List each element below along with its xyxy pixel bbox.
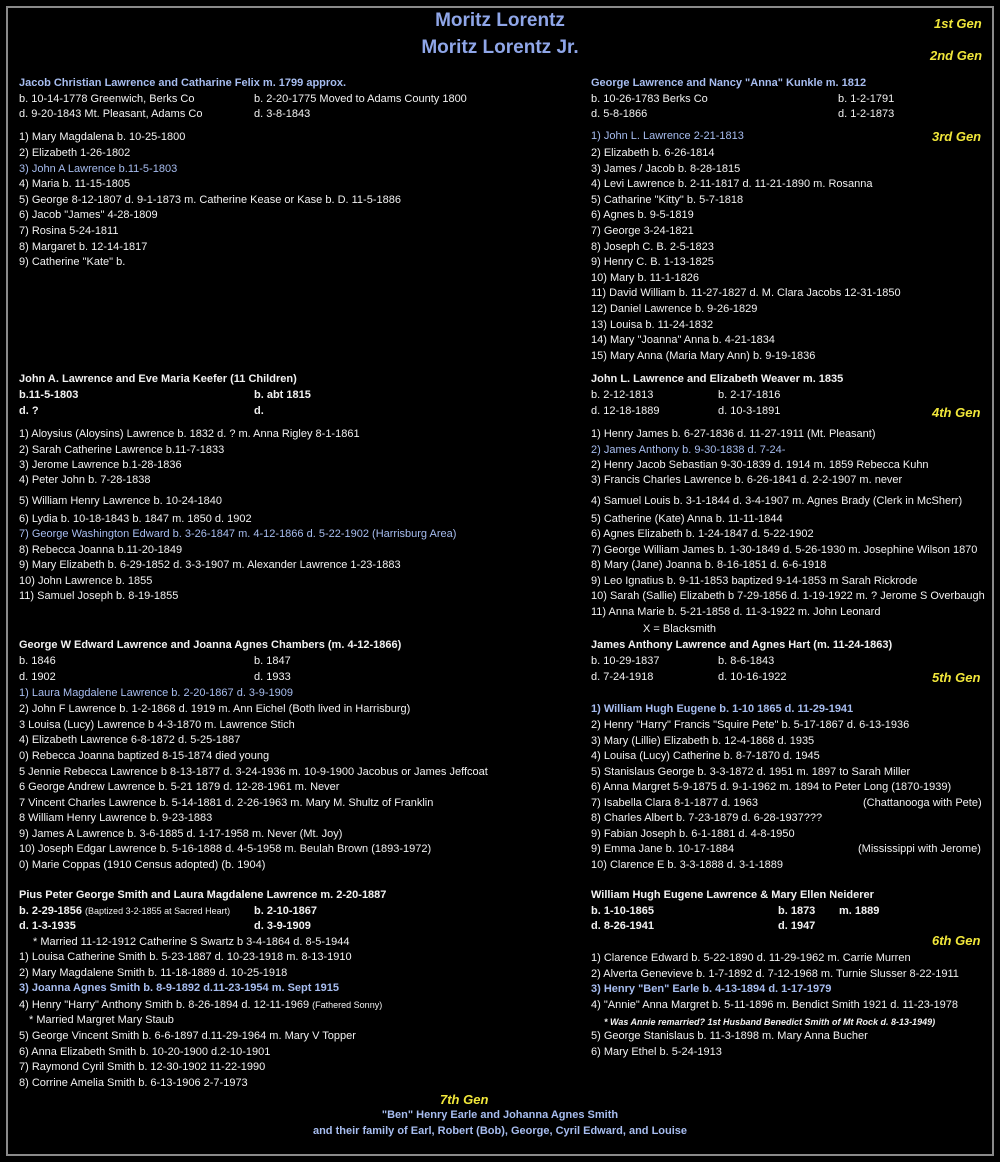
child: 12) Daniel Lawrence b. 9-26-1829 (591, 303, 758, 315)
child: 6) Jacob "James" 4-28-1809 (19, 209, 158, 221)
child: 2) Alverta Genevieve b. 1-7-1892 d. 7-12-1968 m. Turnie Slusser 8-22-1911 (591, 968, 959, 980)
child: 5) George Vincent Smith b. 6-6-1897 d.11-29-1964 m. Mary V Topper (19, 1030, 356, 1042)
family-header: William Hugh Eugene Lawrence & Mary Ellen Neiderer (591, 889, 874, 901)
child: 4) Peter John b. 7-28-1838 (19, 474, 151, 486)
gen-label: 6th Gen (932, 933, 981, 948)
child: 2) Henry "Harry" Francis "Squire Pete" b. 5-17-1867 d. 6-13-1936 (591, 719, 910, 731)
child: 9) Fabian Joseph b. 6-1-1881 d. 4-8-1950 (591, 828, 795, 840)
wife-death: d. (254, 405, 264, 417)
child-note: (Mississippi with Jerome) (858, 843, 981, 855)
child: 3) Mary (Lillie) Elizabeth b. 12-4-1868 d. 1935 (591, 735, 815, 747)
child: 7) Isabella Clara 8-1-1877 d. 1963 (591, 797, 758, 809)
child: 6) Agnes b. 9-5-1819 (591, 209, 694, 221)
family-header: John A. Lawrence and Eve Maria Keefer (11 Children) (19, 373, 297, 385)
child: 10) Joseph Edgar Lawrence b. 5-16-1888 d. 4-5-1958 m. Beulah Brown (1893-1972) (19, 843, 432, 855)
wife-death: d. 1947 (778, 920, 816, 932)
family-header: George W Edward Lawrence and Joanna Agnes Chambers (m. 4-12-1866) (19, 639, 402, 651)
gen-label: 1st Gen (934, 16, 982, 31)
child: 3 Louisa (Lucy) Lawrence b 4-3-1870 m. Lawrence Stich (19, 719, 295, 731)
child: 0) Rebecca Joanna baptized 8-15-1874 died young (19, 750, 270, 762)
child: 2) Henry Jacob Sebastian 9-30-1839 d. 1914 m. 1859 Rebecca Kuhn (591, 459, 929, 471)
child: 2) Elizabeth b. 6-26-1814 (591, 147, 715, 159)
child-highlight: 3) Henry "Ben" Earle b. 4-13-1894 d. 1-17-1979 (591, 983, 832, 995)
child: 9) Mary Elizabeth b. 6-29-1852 d. 3-3-1907 m. Alexander Lawrence 1-23-1883 (19, 559, 401, 571)
seventh-gen-couple: "Ben" Henry Earle and Johanna Agnes Smith (381, 1109, 619, 1121)
child: 8) Rebecca Joanna b.11-20-1849 (19, 544, 183, 556)
child: 4) Maria b. 11-15-1805 (19, 178, 131, 190)
child-note: (Chattanooga with Pete) (863, 797, 982, 809)
child: 3) James / Jacob b. 8-28-1815 (591, 163, 741, 175)
child: 10) Clarence E b. 3-3-1888 d. 3-1-1889 (591, 859, 784, 871)
child: 7) George William James b. 1-30-1849 d. 5-26-1930 m. Josephine Wilson 1870 (591, 544, 978, 556)
wife-birth: b. 8-6-1843 (718, 655, 775, 667)
child: 11) David William b. 11-27-1827 d. M. Clara Jacobs 12-31-1850 (591, 287, 901, 299)
wife-death: d. 1-2-1873 (838, 108, 895, 120)
child: 4) "Annie" Anna Margret b. 5-11-1896 m. Bendict Smith 1921 d. 11-23-1978 (591, 999, 958, 1011)
husband-birth: b. 2-12-1813 (591, 389, 654, 401)
child: 9) James A Lawrence b. 3-6-1885 d. 1-17-1958 m. Never (Mt. Joy) (19, 828, 343, 840)
husband-death: d. 5-8-1866 (591, 108, 648, 120)
family-header: George Lawrence and Nancy "Anna" Kunkle m. 1812 (591, 77, 867, 89)
child-highlight: 1) Laura Magdalene Lawrence b. 2-20-1867 d. 3-9-1909 (19, 687, 293, 699)
husband-death: d. 7-24-1918 (591, 671, 654, 683)
child: 13) Louisa b. 11-24-1832 (591, 319, 714, 331)
child: 6) Anna Elizabeth Smith b. 10-20-1900 d.2-10-1901 (19, 1046, 271, 1058)
child-highlight: 2) James Anthony b. 9-30-1838 d. 7-24- (591, 444, 786, 456)
child: 5) Stanislaus George b. 3-3-1872 d. 1951 m. 1897 to Sarah Miller (591, 766, 911, 778)
child: 4) Levi Lawrence b. 2-11-1817 d. 11-21-1890 m. Rosanna (591, 178, 873, 190)
child-highlight: 3) Joanna Agnes Smith b. 8-9-1892 d.11-23-1954 m. Sept 1915 (19, 982, 339, 994)
wife-birth: b. 2-10-1867 (254, 905, 317, 917)
child: 6) Lydia b. 10-18-1843 b. 1847 m. 1850 d. 1902 (19, 513, 252, 525)
child: 8) Margaret b. 12-14-1817 (19, 241, 148, 253)
child: 1) Henry James b. 6-27-1836 d. 11-27-1911 (Mt. Pleasant) (591, 428, 876, 440)
blacksmith-note: X = Blacksmith (643, 623, 717, 635)
gen-label: 4th Gen (932, 405, 981, 420)
child: 2) Sarah Catherine Lawrence b.11-7-1833 (19, 444, 225, 456)
child: 5) Catherine (Kate) Anna b. 11-11-1844 (591, 513, 783, 525)
wife-birth: b. 1847 (254, 655, 291, 667)
child: 1) Mary Magdalena b. 10-25-1800 (19, 131, 186, 143)
child: 15) Mary Anna (Maria Mary Ann) b. 9-19-1836 (591, 350, 816, 362)
wife-death: d. 1933 (254, 671, 291, 683)
husband-death: d. 12-18-1889 (591, 405, 660, 417)
gen-label: 7th Gen (440, 1092, 489, 1107)
child-highlight: 7) George Washington Edward b. 3-26-1847 m. 4-12-1866 d. 5-22-1902 (Harrisburg Area) (19, 528, 457, 540)
child: 6 George Andrew Lawrence b. 5-21 1879 d. 12-28-1961 m. Never (19, 781, 340, 793)
child: 4) Louisa (Lucy) Catherine b. 8-7-1870 d. 1945 (591, 750, 820, 762)
child: 1) Louisa Catherine Smith b. 5-23-1887 d. 10-23-1918 m. 8-13-1910 (19, 951, 352, 963)
baptism-note: (Baptized 3-2-1855 at Sacred Heart) (85, 906, 231, 916)
child: 11) Anna Marie b. 5-21-1858 d. 11-3-1922 m. John Leonard (591, 606, 881, 618)
child: 6) Mary Ethel b. 5-24-1913 (591, 1046, 722, 1058)
child: 5) Catharine "Kitty" b. 5-7-1818 (591, 194, 744, 206)
remarriage-note: * Married 11-12-1912 Catherine S Swartz b 3-4-1864 d. 8-5-1944 (33, 936, 350, 948)
husband-birth: b. 1846 (19, 655, 56, 667)
wife-birth: b. 1873 (778, 905, 816, 917)
family-header: Jacob Christian Lawrence and Catharine Felix m. 1799 approx. (19, 77, 347, 89)
family-header: Pius Peter George Smith and Laura Magdalene Lawrence m. 2-20-1887 (19, 889, 387, 901)
marriage-date: m. 1889 (839, 905, 880, 917)
gen-label: 5th Gen (932, 670, 981, 685)
husband-birth: b. 10-14-1778 Greenwich, Berks Co (19, 93, 195, 105)
child: 0) Marie Coppas (1910 Census adopted) (b. 1904) (19, 859, 266, 871)
child: 14) Mary "Joanna" Anna b. 4-21-1834 (591, 334, 775, 346)
remarriage-note: * Was Annie remarried? 1st Husband Benedict Smith of Mt Rock d. 8-13-1949) (604, 1017, 936, 1027)
wife-birth: b. 2-20-1775 Moved to Adams County 1800 (254, 93, 467, 105)
child: 3) Francis Charles Lawrence b. 6-26-1841 d. 2-2-1907 m. never (591, 474, 903, 486)
child: 7) Rosina 5-24-1811 (19, 225, 119, 237)
wife-death: d. 10-16-1922 (718, 671, 787, 683)
child: 4) Samuel Louis b. 3-1-1844 d. 3-4-1907 m. Agnes Brady (Clerk in McSherr) (591, 495, 963, 507)
husband-death: d. 1-3-1935 (19, 920, 76, 932)
child: 4) Henry "Harry" Anthony Smith b. 8-26-1894 d. 12-11-1969 (Fathered Sonny) (19, 999, 383, 1011)
husband-birth: b. 1-10-1865 (591, 905, 654, 917)
child: 5) George 8-12-1807 d. 9-1-1873 m. Catherine Kease or Kase b. D. 11-5-1886 (19, 194, 401, 206)
title-2: Moritz Lorentz Jr. (421, 37, 579, 58)
child: 1) Aloysius (Aloysins) Lawrence b. 1832 d. ? m. Anna Rigley 8-1-1861 (19, 428, 360, 440)
child: 6) Anna Margret 5-9-1875 d. 9-1-1962 m. 1894 to Peter Long (1870-1939) (591, 781, 952, 793)
wife-birth: b. 2-17-1816 (718, 389, 781, 401)
child: 1) Clarence Edward b. 5-22-1890 d. 11-29-1962 m. Carrie Murren (591, 952, 911, 964)
child: 11) Samuel Joseph b. 8-19-1855 (19, 590, 179, 602)
child: 4) Elizabeth Lawrence 6-8-1872 d. 5-25-1887 (19, 734, 241, 746)
family-header: John L. Lawrence and Elizabeth Weaver m. 1835 (591, 373, 844, 385)
husband-death: d. ? (19, 405, 39, 417)
husband-death: d. 9-20-1843 Mt. Pleasant, Adams Co (19, 108, 203, 120)
child: 10) Mary b. 11-1-1826 (591, 272, 700, 284)
child-highlight: 1) William Hugh Eugene b. 1-10 1865 d. 11-29-1941 (591, 703, 854, 715)
child: 2) John F Lawrence b. 1-2-1868 d. 1919 m. Ann Eichel (Both lived in Harrisburg) (19, 703, 411, 715)
child: 8) Corrine Amelia Smith b. 6-13-1906 2-7-1973 (19, 1077, 248, 1089)
gen-label: 2nd Gen (930, 48, 983, 63)
wife-death: d. 10-3-1891 (718, 405, 781, 417)
child: 8) Mary (Jane) Joanna b. 8-16-1851 d. 6-6-1918 (591, 559, 827, 571)
wife-birth: b. abt 1815 (254, 389, 311, 401)
child: 2) Mary Magdalene Smith b. 11-18-1889 d. 10-25-1918 (19, 967, 288, 979)
child: 8) Joseph C. B. 2-5-1823 (591, 241, 714, 253)
family-header: James Anthony Lawrence and Agnes Hart (m. 11-24-1863) (591, 639, 893, 651)
husband-birth: b. 2-29-1856 (Baptized 3-2-1855 at Sacred Heart) (19, 905, 231, 917)
child: 7) George 3-24-1821 (591, 225, 694, 237)
gen-label: 3rd Gen (932, 129, 982, 144)
husband-birth: b. 10-26-1783 Berks Co (591, 93, 708, 105)
husband-death: d. 8-26-1941 (591, 920, 654, 932)
title-1: Moritz Lorentz (435, 10, 565, 31)
wife-death: d. 3-9-1909 (254, 920, 311, 932)
wife-death: d. 3-8-1843 (254, 108, 311, 120)
seventh-gen-family: and their family of Earl, Robert (Bob), George, Cyril Edward, and Louise (312, 1125, 688, 1137)
child: 8 William Henry Lawrence b. 9-23-1883 (19, 812, 213, 824)
child: 9) Catherine "Kate" b. (19, 256, 126, 268)
wife-birth: b. 1-2-1791 (838, 93, 895, 105)
child: 3) Jerome Lawrence b.1-28-1836 (19, 459, 182, 471)
child-note: * Married Margret Mary Staub (29, 1014, 174, 1026)
child: 6) Agnes Elizabeth b. 1-24-1847 d. 5-22-1902 (591, 528, 814, 540)
child: 5) William Henry Lawrence b. 10-24-1840 (19, 495, 222, 507)
husband-birth: b. 10-29-1837 (591, 655, 660, 667)
child: 5) George Stanislaus b. 11-3-1898 m. Mary Anna Bucher (591, 1030, 868, 1042)
child: 9) Emma Jane b. 10-17-1884 (591, 843, 735, 855)
child: 9) Henry C. B. 1-13-1825 (591, 256, 714, 268)
husband-birth: b.11-5-1803 (19, 389, 79, 401)
child: 7 Vincent Charles Lawrence b. 5-14-1881 d. 2-26-1963 m. Mary M. Shultz of Franklin (19, 797, 434, 809)
child: 8) Charles Albert b. 7-23-1879 d. 6-28-1937??? (591, 812, 823, 824)
child: 5 Jennie Rebecca Lawrence b 8-13-1877 d. 3-24-1936 m. 10-9-1900 Jacobus or James Jeffcoat (19, 766, 488, 778)
child: 10) Sarah (Sallie) Elizabeth b 7-29-1856 d. 1-19-1922 m. ? Jerome S Overbaugh (591, 590, 985, 602)
child-highlight: 1) John L. Lawrence 2-21-1813 (591, 130, 744, 142)
fathered-note: (Fathered Sonny) (312, 1000, 383, 1010)
child: 10) John Lawrence b. 1855 (19, 575, 153, 587)
child: 9) Leo Ignatius b. 9-11-1853 baptized 9-14-1853 m Sarah Rickrode (591, 575, 918, 587)
child-highlight: 3) John A Lawrence b.11-5-1803 (19, 163, 178, 175)
husband-death: d. 1902 (19, 671, 56, 683)
child: 7) Raymond Cyril Smith b. 12-30-1902 11-22-1990 (19, 1061, 266, 1073)
child: 2) Elizabeth 1-26-1802 (19, 147, 131, 159)
